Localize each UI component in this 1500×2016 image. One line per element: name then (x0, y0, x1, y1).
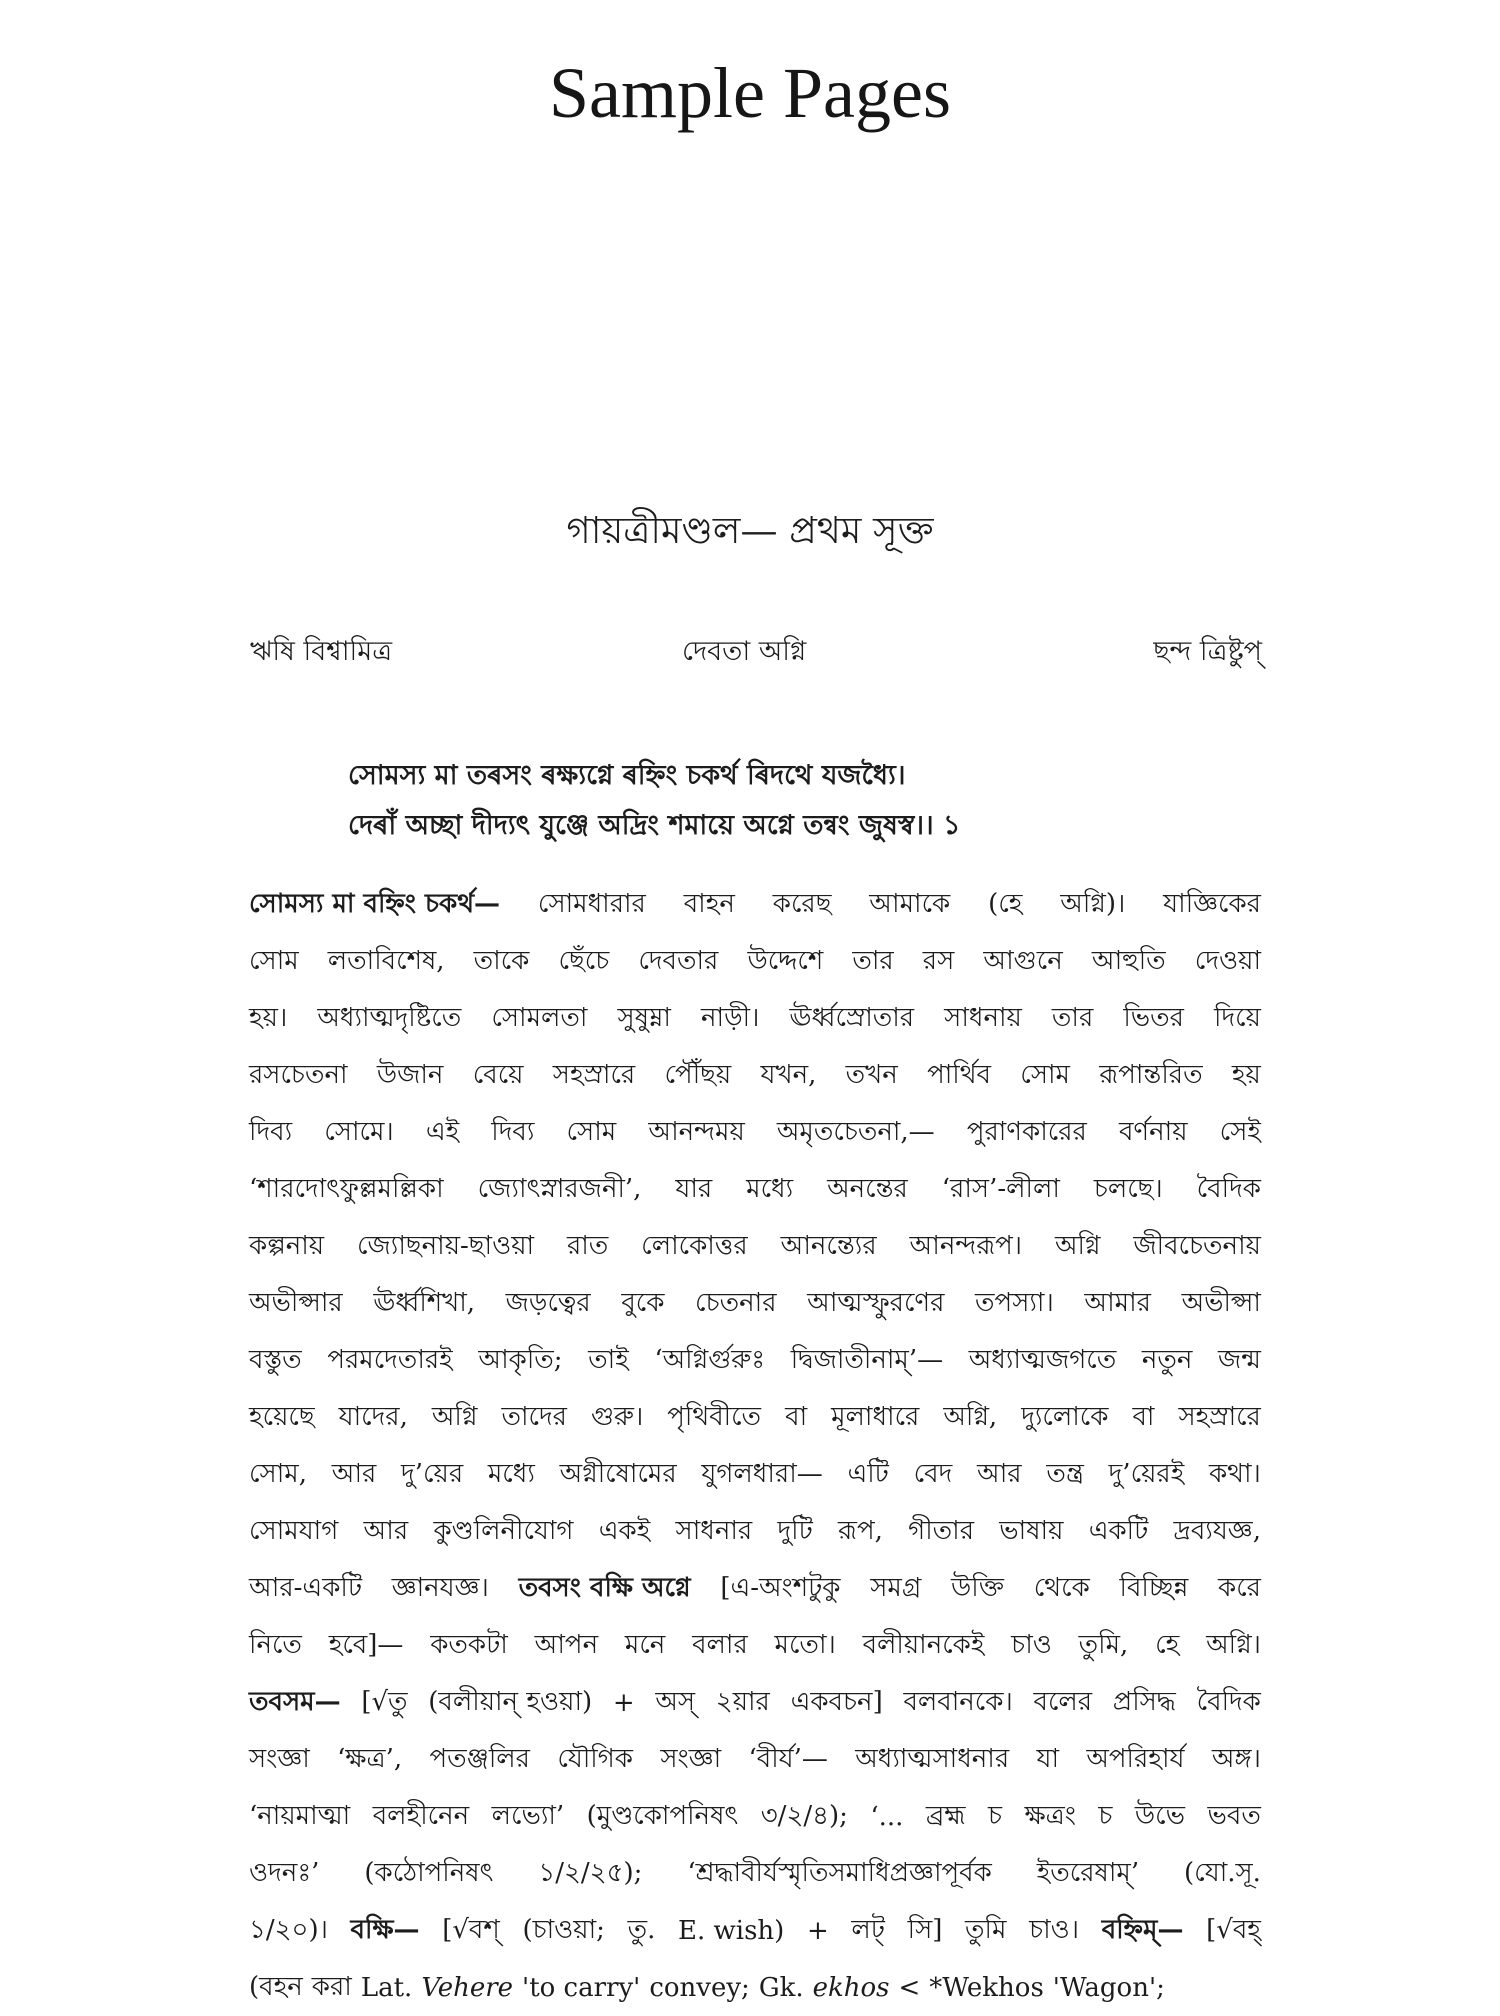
commentary-word: সমগ্র (870, 1572, 922, 1603)
commentary-word: নাড়ী। (701, 1002, 760, 1033)
bold-term: তবসম— (249, 1686, 341, 1717)
commentary-word: দ্রব্যযজ্ঞ, (1173, 1515, 1261, 1546)
commentary-body (249, 876, 1261, 2016)
commentary-word: সোম, (249, 1458, 307, 1489)
commentary-word: বেয়ে (472, 1059, 524, 1090)
commentary-word: সাধনার (675, 1515, 753, 1546)
commentary-word: থেকে (1033, 1572, 1090, 1603)
commentary-word: চাও (1011, 1629, 1052, 1660)
commentary-word: সোম (566, 1116, 617, 1147)
commentary-word: অমৃতচেতনা,— (776, 1116, 935, 1147)
commentary-word: ‘অগ্নির্গুরুঃ (654, 1344, 766, 1375)
verse-line: সোমস্য মা তৰসং ৰক্ষ্যগ্নে ৰহ্নিং চকৰ্থ ৰিদথে যজধ্যৈ। (348, 760, 906, 791)
commentary-word: বলীয়ানকেই (862, 1629, 985, 1660)
commentary-word: লতাবিশেষ, (327, 945, 445, 976)
commentary-word: বলবানকে। (903, 1686, 1013, 1717)
commentary-word: ২য়ার (715, 1686, 770, 1717)
commentary-line (249, 1902, 1261, 1959)
commentary-word: আনন্দরূপ। (909, 1230, 1023, 1261)
commentary-word: সি] (907, 1914, 943, 1945)
commentary-word: বা (1132, 1401, 1155, 1432)
commentary-word: নিতে (249, 1629, 302, 1660)
commentary-word: Lat. (360, 1972, 413, 2003)
commentary-word: অধ্যাত্মদৃষ্টিতে (317, 1002, 462, 1033)
commentary-word: ‘বীর্য’— (748, 1743, 828, 1774)
commentary-word: অগ্নি)। (1060, 888, 1126, 919)
commentary-word: ekhos (812, 1972, 890, 2003)
commentary-word: (যো.সূ. (1184, 1857, 1261, 1888)
commentary-word: আনন্দময় (648, 1116, 745, 1147)
commentary-word: যখন, (760, 1059, 817, 1090)
commentary-line (249, 1731, 1261, 1788)
commentary-word: অধ্যাত্মজগতে (968, 1344, 1117, 1375)
commentary-word: [√তু (361, 1686, 408, 1717)
commentary-word: বেদ (913, 1458, 953, 1489)
commentary-word: সোম (1020, 1059, 1070, 1090)
commentary-word: তপস্যা। (975, 1287, 1054, 1318)
commentary-word: হবে]— (328, 1629, 404, 1660)
commentary-word: বিচ্ছিন্ন (1119, 1572, 1189, 1603)
commentary-word: পার্থিব (927, 1059, 991, 1090)
commentary-word: দেবতার (638, 945, 719, 976)
commentary-line (249, 1104, 1261, 1161)
commentary-word: কুণ্ডলিনীযোগ (433, 1515, 574, 1546)
commentary-word: একটি (1088, 1515, 1149, 1546)
commentary-line (249, 876, 1261, 933)
commentary-word: জ্যোৎস্নারজনী’, (477, 1173, 642, 1204)
commentary-word: আহুতি (1091, 945, 1166, 976)
commentary-word: প্রসিদ্ধ (1112, 1686, 1176, 1717)
commentary-word: আত্মস্ফুরণের (807, 1287, 945, 1318)
commentary-word: রসচেতনা (249, 1059, 348, 1090)
commentary-word: যুগলধারা— (701, 1458, 823, 1489)
commentary-word: ভিতর (1123, 1002, 1184, 1033)
commentary-word: যা (1036, 1743, 1060, 1774)
commentary-word: অগ্নি (431, 1401, 478, 1432)
commentary-word: 'Wagon'; (1052, 1972, 1165, 2003)
commentary-word: দুটি (777, 1515, 813, 1546)
commentary-word: লোকোত্তর (641, 1230, 748, 1261)
commentary-word: বলার (692, 1629, 748, 1660)
commentary-line (249, 990, 1261, 1047)
commentary-word: তাকে (473, 945, 530, 976)
commentary-word: Gk. (758, 1972, 804, 2003)
commentary-word: উভে (1134, 1800, 1185, 1831)
commentary-word: মনে (624, 1629, 666, 1660)
commentary-word: গুরু। (590, 1401, 644, 1432)
commentary-line (249, 1959, 1261, 2016)
commentary-word: রূপ, (838, 1515, 883, 1546)
commentary-word: সাধনায় (944, 1002, 1022, 1033)
commentary-word: উক্তি (951, 1572, 1004, 1603)
commentary-word: (বলীয়ান্ হওয়া) (428, 1686, 593, 1717)
commentary-word: (চাওয়া; (522, 1914, 605, 1945)
commentary-word: আনন্ত্যের (780, 1230, 877, 1261)
commentary-word: ব্রহ্ম (925, 1800, 966, 1831)
commentary-word: কতকটা (430, 1629, 508, 1660)
commentary-word: ঊর্ধ্বস্রোতার (789, 1002, 915, 1033)
commentary-word: করা (311, 1971, 352, 2002)
commentary-word: পৌঁছয় (664, 1059, 732, 1090)
commentary-word: সুষুম্না (617, 1002, 671, 1033)
commentary-word: তাই (588, 1344, 629, 1375)
commentary-word: [√বহ্ (1206, 1914, 1261, 1945)
commentary-word: দু’য়ের (401, 1458, 464, 1489)
commentary-word: বলহীনেন (372, 1800, 470, 1831)
commentary-word: ‘রাস’-লীলা (941, 1173, 1060, 1204)
commentary-word: সোমযাগ (249, 1515, 339, 1546)
commentary-word: আগুনে (983, 945, 1063, 976)
commentary-word: ‘শ্রদ্ধাবীর্যস্মৃতিসমাধিপ্রজ্ঞাপূর্বক (687, 1857, 992, 1888)
commentary-line (249, 1674, 1261, 1731)
commentary-line (249, 1617, 1261, 1674)
commentary-word: আকৃতি; (478, 1344, 563, 1375)
commentary-word: উদ্দেশে (747, 945, 824, 976)
bold-term: তবসং বক্ষি অগ্নে (518, 1572, 691, 1603)
commentary-word: ‘ক্ষত্র’, (337, 1743, 403, 1774)
commentary-word: মতো। (774, 1629, 836, 1660)
chhanda-label: ছন্দ ত্রিষ্টুপ্ (1153, 636, 1262, 667)
commentary-word: তু. (627, 1914, 656, 1945)
commentary-line (249, 1161, 1261, 1218)
verse-line: দেৰাঁ অচ্ছা দীদ্যৎ যুঞ্জে অদ্রিং শমায়ে অগ্নে তন্বং জুষস্ব।। ১ (348, 810, 961, 841)
commentary-word: ‘নায়মাত্মা (249, 1800, 351, 1831)
sample-pages-title: Sample Pages (549, 53, 951, 133)
commentary-word: [√বশ্ (442, 1914, 500, 1945)
commentary-line (249, 933, 1261, 990)
commentary-word: ছেঁচে (558, 945, 610, 976)
commentary-word: ‘... (870, 1801, 904, 1832)
commentary-word: সহস্রারে (552, 1059, 636, 1090)
commentary-word: জীবচেতনায় (1133, 1230, 1261, 1261)
commentary-word: বলের (1033, 1686, 1093, 1717)
commentary-word: আর (976, 1458, 1022, 1489)
commentary-word: দিয়ে (1214, 1002, 1261, 1033)
commentary-word: ‘শারদোৎফুল্লমল্লিকা (249, 1173, 444, 1204)
commentary-line (249, 1503, 1261, 1560)
commentary-word: উজান (376, 1059, 444, 1090)
commentary-word: রাত (566, 1230, 609, 1261)
commentary-word: Vehere (421, 1972, 514, 2003)
commentary-word: আমার (1084, 1287, 1151, 1318)
commentary-word: একই (598, 1515, 651, 1546)
commentary-word: রস (922, 945, 955, 976)
commentary-word: যাদের, (338, 1401, 408, 1432)
commentary-word: জ্যোছনায়-ছাওয়া (357, 1230, 535, 1261)
commentary-word: অস্ (655, 1686, 696, 1717)
commentary-line (249, 1446, 1261, 1503)
commentary-line (249, 1389, 1261, 1446)
commentary-word: পুরাণকারের (966, 1116, 1087, 1147)
commentary-word: বুকে (621, 1287, 665, 1318)
commentary-word: অঙ্গ। (1211, 1743, 1261, 1774)
commentary-word: ঊর্ধ্বশিখা, (373, 1287, 476, 1318)
commentary-word: 'to carry' (522, 1972, 641, 2003)
commentary-line (249, 1218, 1261, 1275)
commentary-word: হয় (1231, 1059, 1261, 1090)
bold-term: বহ্নিম্— (1101, 1914, 1184, 1945)
devata-label: দেবতা অগ্নি (682, 636, 807, 667)
commentary-word: সোমলতা (491, 1002, 588, 1033)
commentary-word: একবচন] (790, 1686, 883, 1717)
commentary-word: সোমধারার (537, 888, 646, 919)
commentary-word: যাজ্ঞিকের (1163, 888, 1261, 919)
commentary-word: দ্যুলোকে (1021, 1401, 1109, 1432)
commentary-word: ইতরেষাম্’ (1036, 1857, 1140, 1888)
commentary-word: তন্ত্র (1046, 1458, 1084, 1489)
commentary-word: জন্ম (1218, 1344, 1261, 1375)
commentary-word: লভ্যো’ (491, 1800, 565, 1831)
commentary-word: + (612, 1687, 635, 1718)
commentary-word: হয়। (249, 1002, 288, 1033)
commentary-word: এই (425, 1116, 460, 1147)
commentary-word: তার (1051, 1002, 1094, 1033)
bold-term: সোমস্য মা বহ্নিং চকর্থ— (249, 888, 501, 919)
commentary-word: চ (988, 1800, 1003, 1831)
commentary-word: ১/২০)। (249, 1914, 328, 1945)
commentary-word: জ্ঞানযজ্ঞ। (391, 1572, 489, 1603)
commentary-word: সহস্রারে (1178, 1401, 1261, 1432)
commentary-line (249, 1788, 1261, 1845)
commentary-word: অভীপ্সার (249, 1287, 343, 1318)
commentary-word: নতুন (1141, 1344, 1193, 1375)
commentary-word: < (898, 1972, 921, 2003)
commentary-word: আর-একটি (249, 1572, 362, 1603)
commentary-word: হয়েছে (249, 1401, 315, 1432)
commentary-word: অগ্নি (1054, 1230, 1101, 1261)
commentary-word: পতঞ্জলির (429, 1743, 530, 1774)
commentary-word: অনন্তের (827, 1173, 908, 1204)
commentary-word: (বহন (249, 1971, 303, 2002)
commentary-word: ভবত (1207, 1800, 1261, 1831)
commentary-line (249, 1332, 1261, 1389)
commentary-word: চাও। (1029, 1914, 1080, 1945)
commentary-word: তখন (845, 1059, 898, 1090)
commentary-word: তুমি, (1078, 1629, 1129, 1660)
commentary-word: চ (1098, 1800, 1113, 1831)
commentary-word: দিব্য (491, 1116, 535, 1147)
commentary-word: দেওয়া (1194, 945, 1261, 976)
commentary-line (249, 1275, 1261, 1332)
commentary-line (249, 1047, 1261, 1104)
sukta-title: গায়ত্রীমণ্ডল— প্রথম সূক্ত (566, 509, 934, 552)
commentary-word: সোমে। (324, 1116, 394, 1147)
commentary-word: তাদের (501, 1401, 567, 1432)
commentary-word: দু’য়েরই (1108, 1458, 1185, 1489)
commentary-word: ৩/২/৪); (760, 1800, 848, 1831)
commentary-word: হে (1155, 1629, 1180, 1660)
commentary-word: বস্তুত (249, 1344, 302, 1375)
commentary-word: আর (331, 1458, 377, 1489)
commentary-word: [এ-অংশটুকু (720, 1572, 841, 1603)
commentary-word: অগ্নি। (1206, 1629, 1261, 1660)
commentary-word: E. wish) (678, 1915, 785, 1946)
commentary-word: চেতনার (695, 1287, 777, 1318)
commentary-word: বা (785, 1401, 808, 1432)
commentary-word: বৈদিক (1196, 1686, 1261, 1717)
commentary-word: + (806, 1915, 829, 1946)
commentary-word: অগ্নীষোমের (559, 1458, 677, 1489)
commentary-word: করেছ (772, 888, 832, 919)
commentary-word: মধ্যে (746, 1173, 794, 1204)
commentary-word: ওদনঃ’ (249, 1857, 320, 1888)
commentary-word: অগ্নি, (943, 1401, 998, 1432)
commentary-word: দিব্য (249, 1116, 293, 1147)
commentary-word: কল্পনায় (249, 1230, 325, 1261)
commentary-word: রূপান্তরিত (1099, 1059, 1203, 1090)
commentary-word: যৌগিক (557, 1743, 633, 1774)
commentary-word: বর্ণনায় (1118, 1116, 1188, 1147)
commentary-word: অধ্যাত্মসাধনার (855, 1743, 1010, 1774)
commentary-word: সংজ্ঞা (660, 1743, 722, 1774)
commentary-word: মধ্যে (487, 1458, 535, 1489)
rishi-label: ঋষি বিশ্বামিত্র (250, 636, 393, 667)
commentary-word: ক্ষত্রং (1024, 1800, 1076, 1831)
commentary-word: (কঠোপনিষৎ (364, 1857, 494, 1888)
commentary-word: পৃথিবীতে (667, 1401, 762, 1432)
commentary-word: আমাকে (869, 888, 951, 919)
commentary-word: যার (675, 1173, 713, 1204)
commentary-word: (হে (988, 888, 1023, 919)
commentary-word: *Wekhos (929, 1972, 1044, 2003)
commentary-word: মূলাধারে (831, 1401, 920, 1432)
commentary-word: দ্বিজাতীনাম্’— (790, 1344, 944, 1375)
commentary-line (249, 1560, 1261, 1617)
commentary-word: জড়ত্বের (505, 1287, 591, 1318)
commentary-word: সেই (1219, 1116, 1261, 1147)
commentary-word: পরমদেতারই (327, 1344, 453, 1375)
commentary-word: তুমি (965, 1914, 1007, 1945)
commentary-word: (মুণ্ডকোপনিষৎ (586, 1800, 739, 1831)
commentary-word: কথা। (1208, 1458, 1261, 1489)
commentary-word: সোম (249, 945, 299, 976)
commentary-word: convey; (649, 1972, 750, 2003)
commentary-word: ১/২/২৫); (538, 1857, 643, 1888)
commentary-word: আর (363, 1515, 409, 1546)
commentary-word: লট্ (851, 1914, 885, 1945)
commentary-word: বৈদিক (1196, 1173, 1261, 1204)
commentary-line (249, 1845, 1261, 1902)
commentary-word: তার (852, 945, 894, 976)
commentary-word: করে (1218, 1572, 1261, 1603)
commentary-word: বাহন (683, 888, 735, 919)
commentary-word: আপন (534, 1629, 599, 1660)
bold-term: বক্ষি— (350, 1914, 420, 1945)
commentary-word: এটি (847, 1458, 889, 1489)
commentary-word: গীতার (908, 1515, 975, 1546)
commentary-word: অভীপ্সা (1181, 1287, 1261, 1318)
commentary-word: সংজ্ঞা (249, 1743, 310, 1774)
commentary-word: চলছে। (1093, 1173, 1163, 1204)
commentary-word: অপরিহার্য (1086, 1743, 1185, 1774)
commentary-word: ভাষায় (999, 1515, 1064, 1546)
